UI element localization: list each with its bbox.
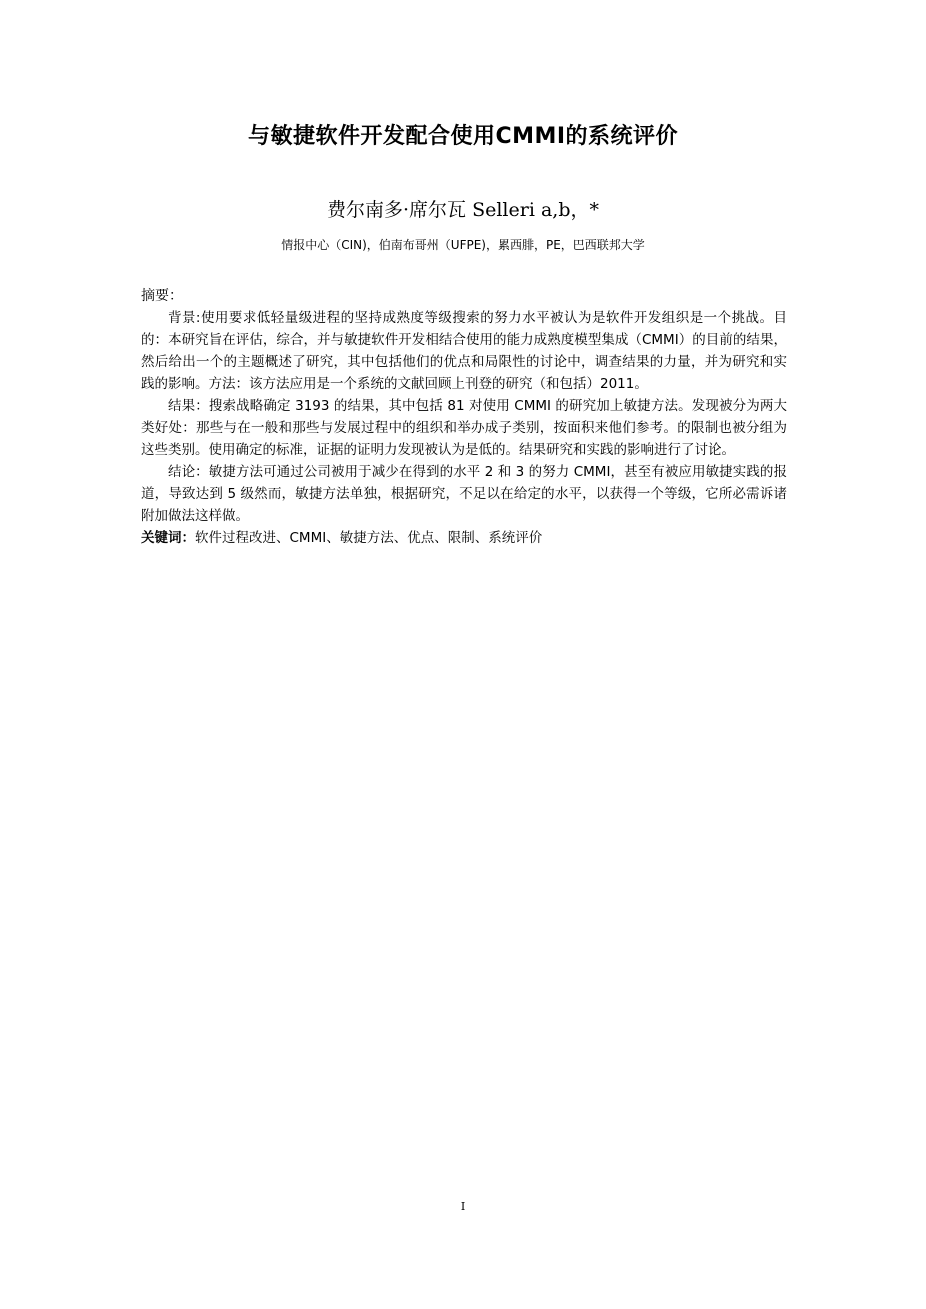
abstract-paragraph-results: 结果：搜索战略确定 3193 的结果，其中包括 81 对使用 CMMI 的研究加上敏捷方法。发现被分为两大类好处：那些与在一般和那些与发展过程中的组织和举办成子类别，按面积来他们参考。的限制也被分组为这些类别。使用确定的标准，证据的证明力发现被认为是低的。结果研究和实践的影响进行了讨论。	[141, 398, 787, 458]
keywords-text: 软件过程改进、CMMI、敏捷方法、优点、限制、系统评价	[195, 530, 543, 546]
page-number: I	[460, 1200, 466, 1213]
keywords-label: 关键词：	[141, 530, 195, 546]
abstract-paragraph-conclusion: 结论：敏捷方法可通过公司被用于减少在得到的水平 2 和 3 的努力 CMMI，甚至有被应用敏捷实践的报道，导致达到 5 级然而，敏捷方法单独，根据研究，不足以在给定的水平，以获得一个等级，它所必需诉诸附加做法这样做。	[141, 464, 787, 524]
author-affiliation: 情报中心（CIN)，伯南布哥州（UFPE)，累西腓，PE，巴西联邦大学	[281, 238, 645, 252]
abstract-heading: 摘要：	[141, 288, 183, 304]
paper-title: 与敏捷软件开发配合使用CMMI的系统评价	[247, 124, 679, 149]
paper-authors: 费尔南多·席尔瓦 Selleri a,b，*	[327, 199, 599, 221]
abstract-body	[141, 307, 787, 549]
abstract-paragraph-background: 背景:使用要求低轻量级进程的坚持成熟度等级搜索的努力水平被认为是软件开发组织是一个挑战。目的：本研究旨在评估，综合，并与敏捷软件开发相结合使用的能力成熟度模型集成（CMMI）的目前的结果，然后给出一个的主题概述了研究，其中包括他们的优点和局限性的讨论中，调查结果的力量，并为研究和实践的影响。方法：该方法应用是一个系统的文献回顾上刊登的研究（和包括）2011。	[141, 310, 787, 392]
keywords-line	[141, 527, 787, 549]
